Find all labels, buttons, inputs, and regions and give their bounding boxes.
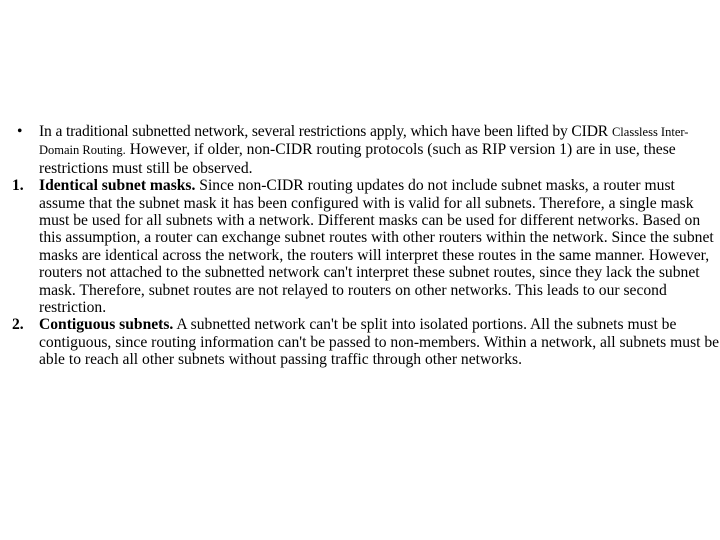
intro-text: In a traditional subnetted network, several restrictions apply, which have been lifted by CIDR xyxy=(39,123,609,140)
list-number-1: 1. xyxy=(12,177,24,195)
list-item-2 xyxy=(12,316,720,368)
cidr-expansion: Classless Inter-Domain Routing. xyxy=(39,125,689,158)
list-item-2-title: Contiguous subnets. xyxy=(39,316,174,334)
list-number-2: 2. xyxy=(12,316,24,334)
intro-text-continued: However, if older, non-CIDR routing protocols (such as RIP version 1) are in use, these restrictions must still be observed. xyxy=(39,141,676,177)
list-item-1-text: Since non-CIDR routing updates do not include subnet masks, a router must assume that the subnet mask it has been configured with is valid for all subnets. Therefore, a single mask must be used for all subnets with a network. Different masks can be used for different networks. Based on this assumption, a router can exchange subnet routes with other routers within the network. Since the subnet masks are identical across the network, the routers will interpret these routes in the same manner. However, routers not attached to the subnetted network can't interpret these subnet routes, since they lack the subnet mask. Therefore, subnet routes are not relayed to routers on other networks. This leads to our second restriction. xyxy=(39,177,714,317)
list-item-1-title: Identical subnet masks. xyxy=(39,177,196,195)
list-item-1 xyxy=(12,177,720,316)
content-body xyxy=(12,123,720,369)
list-item-2-text: A subnetted network can't be split into isolated portions. All the subnets must be contiguous, since routing information can't be passed to non-members. Within a network, all subnets must be able to reach all other subnets without passing traffic through other networks. xyxy=(39,316,720,369)
intro-paragraph xyxy=(12,123,720,177)
bullet-marker: • xyxy=(17,123,23,140)
